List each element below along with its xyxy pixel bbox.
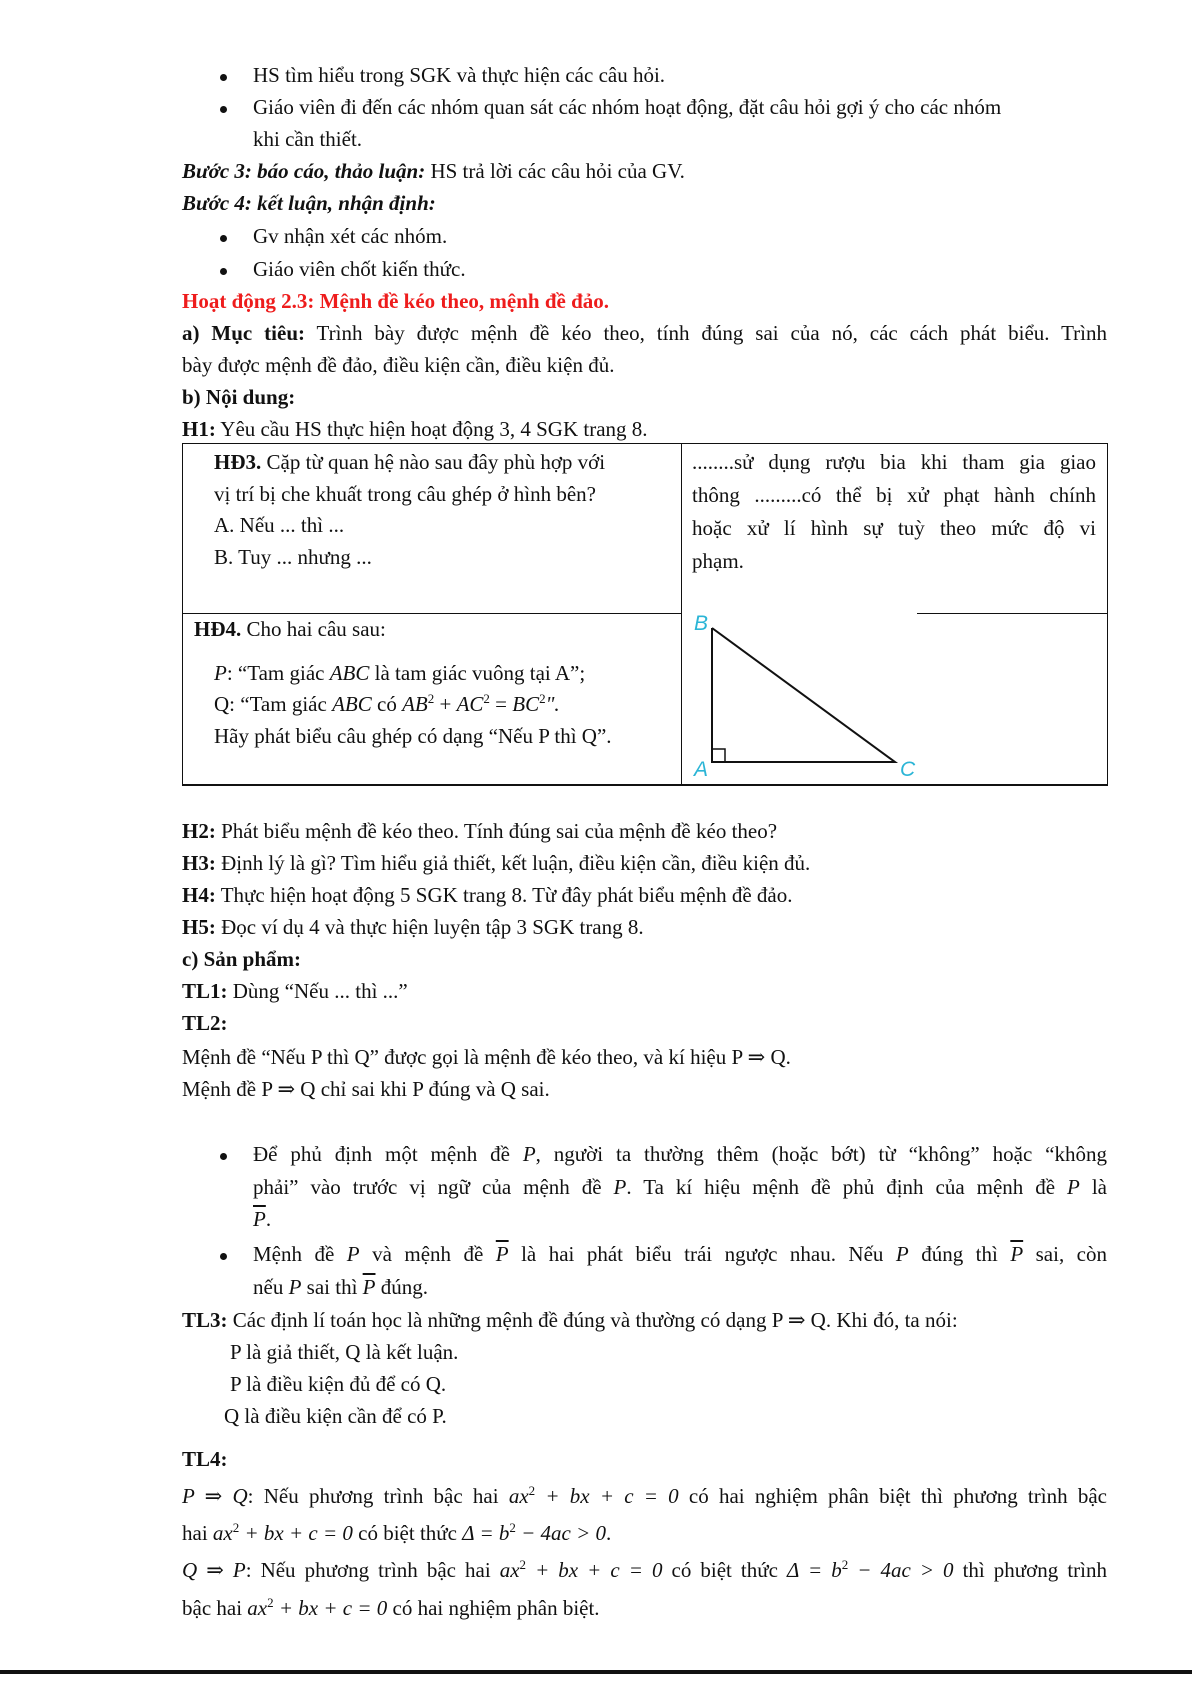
sq: 2 xyxy=(528,1483,536,1498)
eq: ax xyxy=(508,1484,529,1508)
question-text: Phát biểu mệnh đề kéo theo. Tính đúng sai của mệnh đề kéo theo? xyxy=(215,819,778,843)
delta: Δ = b xyxy=(787,1558,842,1582)
tl3-label: TL3: xyxy=(182,1308,228,1332)
objective-text: Trình bày được mệnh đề kéo theo, tính đúng sai của nó, các cách phát biểu. Trình xyxy=(305,321,1108,345)
q-ab: AB xyxy=(402,692,428,716)
negation-bullet-2-line-2 xyxy=(253,1274,428,1300)
text: sai thì xyxy=(301,1275,363,1299)
bullet-dot xyxy=(220,74,227,81)
activity-heading: Hoạt động 2.3: Mệnh đề kéo theo, mệnh đề đảo. xyxy=(182,289,610,313)
tl4-line-3 xyxy=(182,1557,1107,1583)
eq: ax xyxy=(212,1521,233,1545)
q-end: ". xyxy=(545,692,560,716)
question-h2 xyxy=(182,818,777,844)
tl2-line-1: Mệnh đề “Nếu P thì Q” được gọi là mệnh đề kéo theo, và kí hiệu P ⇒ Q. xyxy=(182,1045,791,1069)
hd3-text: Cặp từ quan hệ nào sau đây phù hợp với xyxy=(261,450,606,474)
sq: 2 xyxy=(267,1595,274,1610)
tl1-text: Dùng “Nếu ... thì ...” xyxy=(227,979,408,1003)
delta: − 4ac > 0 xyxy=(848,1558,954,1582)
q-text-1: Q: “Tam giác xyxy=(214,692,333,716)
tl1 xyxy=(182,978,408,1004)
table-border-bottom xyxy=(182,784,1108,786)
triangle-icon xyxy=(682,608,922,788)
question-label: H2: xyxy=(182,819,216,843)
text: có hai nghiệm phân biệt. xyxy=(387,1596,600,1620)
tl4-label: TL4: xyxy=(182,1447,228,1471)
p-abc: ABC xyxy=(329,661,370,685)
p-bar-symbol: $\overline{P}$ xyxy=(1010,1242,1024,1266)
tl4-line-2 xyxy=(182,1520,611,1546)
p-symbol: P xyxy=(346,1242,360,1266)
vertex-a-label: A xyxy=(694,758,709,781)
content-label: b) Nội dung: xyxy=(182,385,296,409)
hd3-right-line-4: phạm. xyxy=(692,549,744,573)
step2-bullet-2-cont: khi cần thiết. xyxy=(253,127,363,151)
hd3-line-2: vị trí bị che khuất trong câu ghép ở hình bên? xyxy=(214,482,596,506)
p-implies-q: P ⇒ Q xyxy=(182,1484,248,1508)
question-text: Thực hiện hoạt động 5 SGK trang 8. Từ đây phát biểu mệnh đề đảo. xyxy=(215,883,793,907)
text: thì phương trình xyxy=(953,1558,1107,1582)
bullet-dot xyxy=(220,1153,227,1160)
objective-label: a) Mục tiêu: xyxy=(182,321,305,345)
q-sq-2: 2 xyxy=(483,691,490,706)
vertex-c-label: C xyxy=(900,758,916,781)
step4-bullet-1: Gv nhận xét các nhóm. xyxy=(253,224,448,248)
h1-label: H1: xyxy=(182,417,216,441)
objective-line-2: bày được mệnh đề đảo, điều kiện cần, điều kiện đủ. xyxy=(182,353,615,377)
p-symbol: P xyxy=(895,1242,909,1266)
tl2-line-2: Mệnh đề P ⇒ Q chỉ sai khi P đúng và Q sai. xyxy=(182,1077,550,1101)
text: đúng. xyxy=(375,1275,428,1299)
step3 xyxy=(182,158,685,184)
text: . xyxy=(606,1521,612,1545)
sq: 2 xyxy=(509,1520,516,1535)
text: hai xyxy=(182,1521,213,1545)
question-label: H5: xyxy=(182,915,216,939)
eq: ax xyxy=(247,1596,268,1620)
table-border-left xyxy=(182,443,183,786)
bullet-dot xyxy=(220,235,227,242)
step2-bullet-1: HS tìm hiểu trong SGK và thực hiện các câu hỏi. xyxy=(253,63,666,87)
q-sq-1: 2 xyxy=(427,691,435,706)
text: đúng thì xyxy=(908,1242,1011,1266)
bullet-dot xyxy=(220,1253,227,1260)
table-row-divider-right xyxy=(917,613,1107,614)
tl1-label: TL1: xyxy=(182,979,228,1003)
text: có biệt thức xyxy=(662,1558,787,1582)
text: : Nếu phương trình bậc hai xyxy=(245,1558,500,1582)
p-symbol: P xyxy=(288,1275,302,1299)
step3-text: HS trả lời các câu hỏi của GV. xyxy=(425,159,685,183)
hd3-line-1 xyxy=(214,449,605,475)
negation-bullet-1-line-3 xyxy=(253,1206,271,1232)
right-triangle-figure xyxy=(682,608,922,788)
hd3-right-line-1: ........sử dụng rượu bia khi tham gia giao xyxy=(692,450,1096,474)
text: . Ta kí hiệu mệnh đề phủ định của mệnh đề xyxy=(626,1175,1068,1199)
tl3-item-3: Q là điều kiện cần để có P. xyxy=(224,1404,447,1428)
hd3-right-line-2: thông .........có thể bị xử phạt hành chính xyxy=(692,483,1096,507)
p-symbol: P xyxy=(214,661,227,685)
tl3-item-1: P là giả thiết, Q là kết luận. xyxy=(230,1340,459,1364)
hd4-q-statement xyxy=(214,691,560,717)
hd4-ask: Hãy phát biểu câu ghép có dạng “Nếu P thì Q”. xyxy=(214,724,612,748)
text: có biệt thức xyxy=(352,1521,463,1545)
question-text: Đọc ví dụ 4 và thực hiện luyện tập 3 SGK trang 8. xyxy=(215,915,644,939)
p-symbol: P xyxy=(1067,1175,1080,1199)
hd3-option-a: A. Nếu ... thì ... xyxy=(214,513,345,537)
text: là xyxy=(1079,1175,1107,1199)
q-eq: = xyxy=(489,692,513,716)
eq: + bx + c = 0 xyxy=(535,1484,679,1508)
hd4-label: HĐ4. xyxy=(194,617,242,641)
bullet-dot xyxy=(220,106,227,113)
delta: Δ = b xyxy=(462,1521,510,1545)
text: nếu xyxy=(253,1275,289,1299)
p-bar-symbol: $\overline{P}$ xyxy=(495,1242,509,1266)
tl3-item-2: P là điều kiện đủ để có Q. xyxy=(230,1372,447,1396)
question-h4 xyxy=(182,882,792,908)
q-text-2: có xyxy=(371,692,403,716)
step3-label: Bước 3: báo cáo, thảo luận: xyxy=(182,159,426,183)
table-row-divider-left xyxy=(182,613,682,614)
text: là hai phát biểu trái ngược nhau. Nếu xyxy=(508,1242,896,1266)
hd3-option-b: B. Tuy ... nhưng ... xyxy=(214,545,372,569)
q-ac: AC xyxy=(456,692,484,716)
question-h3 xyxy=(182,850,810,876)
negation-bullet-1-line-1 xyxy=(253,1141,1107,1167)
tl4-line-1 xyxy=(182,1483,1107,1509)
text: sai, còn xyxy=(1023,1242,1108,1266)
p-text-1: : “Tam giác xyxy=(226,661,330,685)
bullet-dot xyxy=(220,268,227,275)
hd4-intro xyxy=(194,616,386,642)
tl4-line-4 xyxy=(182,1595,600,1621)
eq: ax xyxy=(499,1558,520,1582)
text: : Nếu phương trình bậc hai xyxy=(247,1484,509,1508)
q-implies-p: Q ⇒ P xyxy=(182,1558,246,1582)
text: . xyxy=(265,1207,272,1231)
q-sq-3: 2 xyxy=(539,691,546,706)
q-abc: ABC xyxy=(332,692,372,716)
h1-text: Yêu cầu HS thực hiện hoạt động 3, 4 SGK trang 8. xyxy=(215,417,648,441)
text: Để phủ định một mệnh đề xyxy=(253,1142,523,1166)
text: bậc hai xyxy=(182,1596,248,1620)
step4-bullet-2: Giáo viên chốt kiến thức. xyxy=(253,257,466,281)
text: Mệnh đề xyxy=(253,1242,347,1266)
question-h5 xyxy=(182,914,644,940)
tl2-label: TL2: xyxy=(182,1011,228,1035)
p-text-2: là tam giác vuông tại A”; xyxy=(369,661,586,685)
tl3 xyxy=(182,1307,958,1333)
sq: 2 xyxy=(841,1557,849,1572)
p-symbol: P xyxy=(522,1142,536,1166)
eq: + bx + c = 0 xyxy=(273,1596,388,1620)
p-bar-symbol: $\overline{P}$ xyxy=(253,1207,266,1231)
text: , người ta thường thêm (hoặc bớt) từ “không” hoặc “không xyxy=(535,1142,1107,1166)
hd3-right-line-3: hoặc xử lí hình sự tuỳ theo mức độ vi xyxy=(692,516,1096,540)
p-symbol: P xyxy=(613,1175,627,1199)
page-bottom-rule xyxy=(0,1670,1192,1674)
hd3-label: HĐ3. xyxy=(214,450,262,474)
table-border-top xyxy=(182,443,1108,444)
negation-bullet-2-line-1 xyxy=(253,1241,1107,1267)
hd4-intro-text: Cho hai câu sau: xyxy=(241,617,386,641)
eq: + bx + c = 0 xyxy=(526,1558,663,1582)
question-text: Định lý là gì? Tìm hiểu giả thiết, kết luận, điều kiện cần, điều kiện đủ. xyxy=(215,851,811,875)
negation-bullet-1-line-2 xyxy=(253,1174,1107,1200)
q-bc: BC xyxy=(512,692,540,716)
q-plus: + xyxy=(434,692,457,716)
sq: 2 xyxy=(519,1557,527,1572)
vertex-b-label: B xyxy=(694,612,709,635)
sq: 2 xyxy=(232,1520,240,1535)
p-bar-symbol: $\overline{P}$ xyxy=(362,1275,376,1299)
question-label: H3: xyxy=(182,851,216,875)
step4-label: Bước 4: kết luận, nhận định: xyxy=(182,191,436,215)
objective-line-1 xyxy=(182,320,1107,346)
step2-bullet-2: Giáo viên đi đến các nhóm quan sát các nhóm hoạt động, đặt câu hỏi gợi ý cho các nhóm xyxy=(253,95,1002,119)
hd4-p-statement xyxy=(214,660,585,686)
text: và mệnh đề xyxy=(359,1242,496,1266)
text: có hai nghiệm phân biệt thì phương trình bậc xyxy=(678,1484,1107,1508)
delta: − 4ac > 0 xyxy=(515,1521,607,1545)
text: phải” vào trước vị ngữ của mệnh đề xyxy=(253,1175,614,1199)
table-border-right xyxy=(1107,443,1108,786)
question-label: H4: xyxy=(182,883,216,907)
h1-line xyxy=(182,416,648,442)
product-label: c) Sản phẩm: xyxy=(182,947,302,971)
eq: + bx + c = 0 xyxy=(239,1521,353,1545)
tl3-text: Các định lí toán học là những mệnh đề đúng và thường có dạng P ⇒ Q. Khi đó, ta nói: xyxy=(227,1308,958,1332)
